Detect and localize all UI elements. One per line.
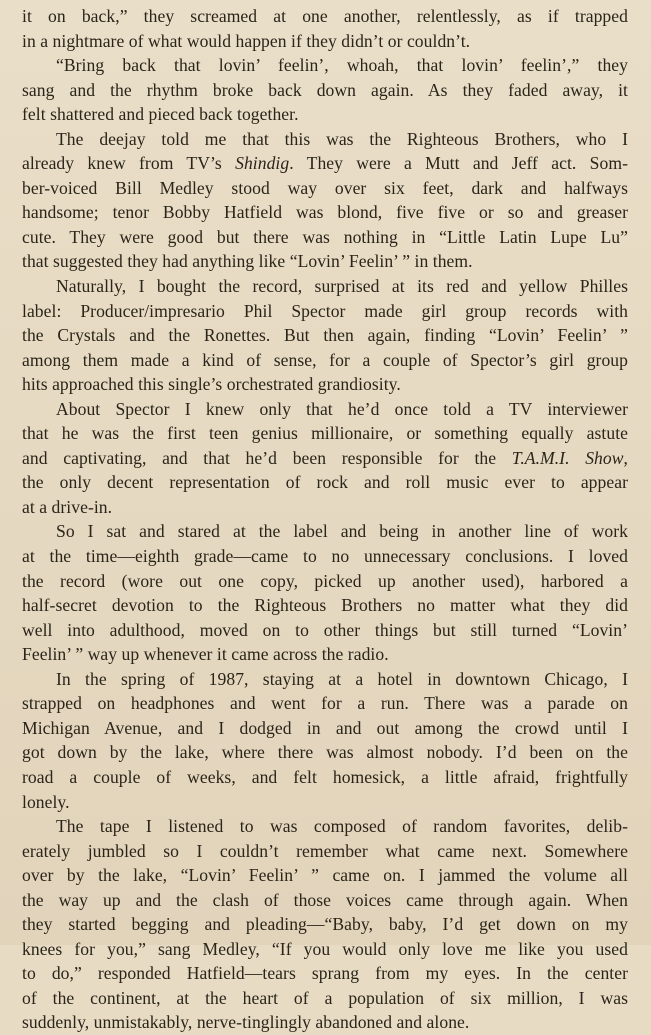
text-line: got down by the lake, where there was almost nobody. I’d been on the	[22, 742, 628, 763]
text-line: it on back,” they screamed at one another, relentlessly, as if trapped	[22, 6, 628, 26]
paragraph	[22, 127, 628, 274]
text-line: hits approached this single’s orchestrated grandiosity.	[22, 374, 401, 395]
text-line: over by the lake, “Lovin’ Feelin’ ” came on. I jammed the volume all	[22, 865, 628, 886]
text-line: lonely.	[22, 791, 70, 812]
text-line: in a nightmare of what would happen if they didn’t or couldn’t.	[22, 30, 471, 51]
text-line: the record (wore out one copy, picked up another used), harbored a	[22, 570, 628, 591]
text-line: among them made a kind of sense, for a couple of Spector’s girl group	[22, 349, 628, 370]
text-line: of the continent, at the heart of a population of six million, I was	[22, 987, 628, 1008]
text-line: “Bring back that lovin’ feelin’, whoah, that lovin’ feelin’,” they	[56, 55, 628, 76]
text-line: Feelin’ ” way up whenever it came across the radio.	[22, 644, 389, 665]
text-line: already knew from TV’s Shindig. They were a Mutt and Jeff act. Som-	[22, 153, 628, 174]
text-line: they started begging and pleading—“Baby, baby, I’d get down on my	[22, 914, 628, 935]
text-line: About Spector I knew only that he’d once told a TV interviewer	[56, 398, 628, 419]
italic-title: Shindig	[235, 153, 290, 174]
text-line: that he was the first teen genius millionaire, or something equally astute	[22, 423, 628, 444]
text-line: In the spring of 1987, staying at a hotel in downtown Chicago, I	[56, 668, 628, 689]
text-line: well into adulthood, moved on to other things but still turned “Lovin’	[22, 619, 628, 640]
text-line: at a drive-in.	[22, 496, 113, 517]
body-text	[22, 4, 628, 1035]
text-line: road a couple of weeks, and felt homesick, a little afraid, frightfully	[22, 766, 628, 787]
paragraph	[22, 274, 628, 397]
text-line: felt shattered and pieced back together.	[22, 104, 299, 125]
text-line: knees for you,” sang Medley, “If you would only love me like you used	[22, 938, 628, 959]
text-line: the Crystals and the Ronettes. But then again, finding “Lovin’ Feelin’ ”	[22, 325, 628, 346]
text-line: The tape I listened to was composed of random favorites, delib-	[56, 816, 628, 837]
text-line: cute. They were good but there was nothing in “Little Latin Lupe Lu”	[22, 226, 628, 247]
text-line: So I sat and stared at the label and being in another line of work	[56, 521, 628, 542]
text-line: that suggested they had anything like “Lovin’ Feelin’ ” in them.	[22, 251, 473, 272]
italic-title: T.A.M.I. Show	[511, 447, 624, 468]
text-line: Michigan Avenue, and I dodged in and out among the crowd until I	[22, 717, 628, 738]
paragraph	[22, 397, 628, 520]
text-line: at the time—eighth grade—came to no unnecessary conclusions. I loved	[22, 546, 628, 567]
text-line: Naturally, I bought the record, surprised at its red and yellow Philles	[56, 276, 628, 297]
text-line: handsome; tenor Bobby Hatfield was blond, five five or so and greaser	[22, 202, 628, 223]
paragraph	[22, 53, 628, 127]
paragraph	[22, 667, 628, 814]
text-line: and captivating, and that he’d been responsible for the T.A.M.I. Show,	[22, 447, 628, 468]
text-line: to do,” responded Hatfield—tears sprang from my eyes. In the center	[22, 963, 628, 984]
paragraph	[22, 4, 628, 53]
paragraph	[22, 519, 628, 666]
text-line: the only decent representation of rock and roll music ever to appear	[22, 472, 628, 493]
text-line: erately jumbled so I couldn’t remember what came next. Somewhere	[22, 840, 628, 861]
text-line: label: Producer/impresario Phil Spector made girl group records with	[22, 300, 628, 321]
text-line: half-secret devotion to the Righteous Brothers no matter what they did	[22, 595, 628, 616]
paragraph	[22, 814, 628, 1035]
text-line: The deejay told me that this was the Righteous Brothers, who I	[56, 128, 628, 149]
text-line: the way up and the clash of those voices came through again. When	[22, 889, 628, 910]
text-line: strapped on headphones and went for a run. There was a parade on	[22, 693, 628, 714]
text-line: ber-voiced Bill Medley stood way over six feet, dark and halfways	[22, 177, 628, 198]
text-line: suddenly, unmistakably, nerve-tinglingly abandoned and alone.	[22, 1012, 470, 1033]
text-line: sang and the rhythm broke back down again. As they faded away, it	[22, 79, 628, 100]
